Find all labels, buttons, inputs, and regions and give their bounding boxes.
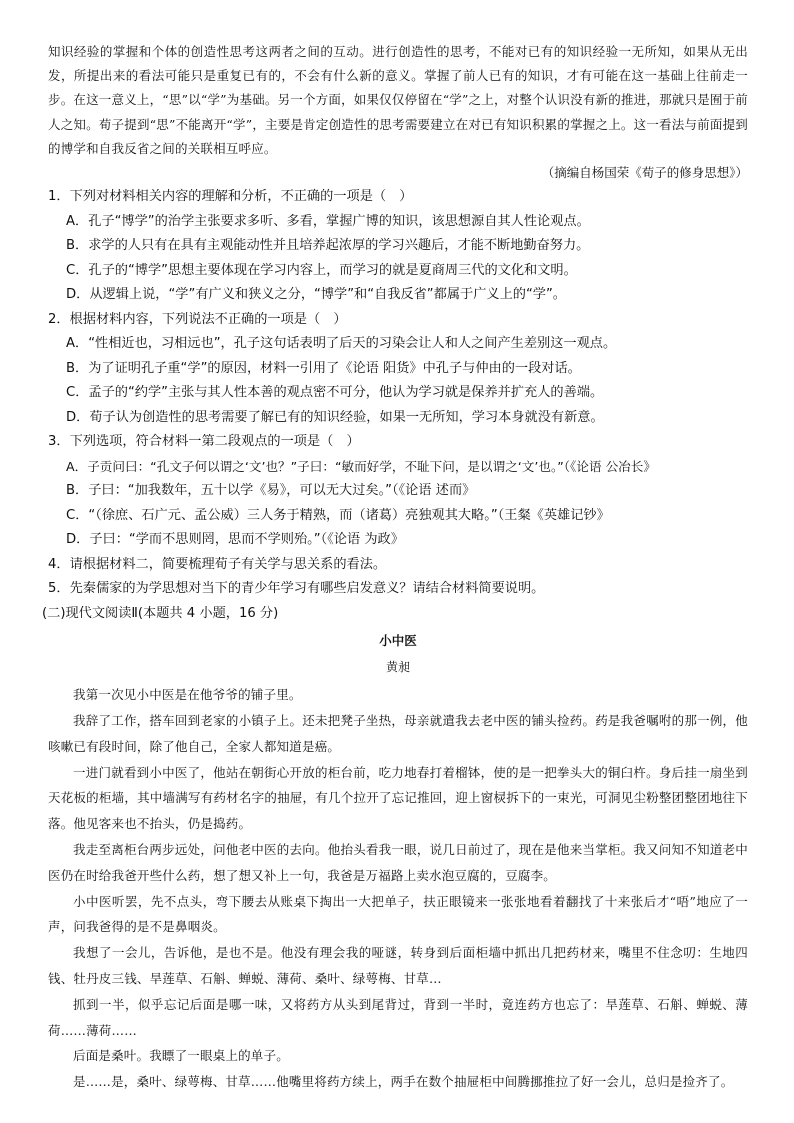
option-a: A．子贡问曰：“孔文子何以谓之‘文’也？”子曰：“敏而好学，不耻下问，是以谓之‘文’也。”（《论语 公冶长》	[66, 458, 656, 474]
question-1	[48, 185, 748, 308]
option-d: D．子曰：“学而不思则罔，思而不学则殆。”（《论语 为政》	[66, 532, 404, 548]
question-5: 5．先秦儒家的为学思想对当下的青少年学习有哪些启发意义？请结合材料简要说明。	[48, 581, 545, 597]
story-paragraph: 一进门就看到小中医了，他站在朝街心开放的柜台前，吃力地春打着榴钵，使的是一把拳头大的铜臼杵。身后挂一扇坐到天花板的柜墙，其中墙满写有药材名字的抽屉，有几个拉开了忘记推回，迎上窗棂拆下的一束光，可洞见尘粉整团整团地往下落。他见客来也不抬头，仍是捣药。	[48, 764, 748, 832]
story-paragraph: 我第一次见小中医是在他爷爷的铺子里。	[73, 687, 302, 703]
option-b: B．求学的人只有在具有主观能动性并且培养起浓厚的学习兴趣后，才能不断地勤奋努力。	[66, 238, 590, 254]
story-paragraph: 抓到一半，似乎忘记后面是哪一味，又将药方从头到尾背过，背到一半时，竟连药方也忘了：旱莲草、石斛、蝉蜕、薄荷……薄荷……	[48, 996, 748, 1038]
question-stem: 1．下列对材料相关内容的理解和分析，不正确的一项是（ ）	[48, 189, 413, 205]
question-stem: 3．下列选项，符合材料一第二段观点的一项是（ ）	[48, 434, 360, 450]
option-a: A．孔子“博学”的治学主张要求多听、多看，掌握广博的知识，该思想源自其人性论观点。	[66, 213, 590, 229]
section-header: (二)现代文阅读Ⅱ(本题共 4 小题，16 分)	[42, 605, 279, 621]
source-citation: （摘编自杨国荣《荀子的修身思想》）	[541, 165, 748, 181]
story-paragraph: 后面是桑叶。我瞟了一眼桌上的单子。	[73, 1048, 289, 1064]
option-d: D．荀子认为创造性的思考需要了解已有的知识经验，如果一无所知，学习本身就没有新意。	[66, 409, 604, 425]
option-b: B．为了证明孔子重“学”的原因，材料一引用了《论语 阳货》中孔子与仲由的一段对话。	[66, 360, 581, 376]
question-2	[48, 308, 748, 431]
option-c: C．孟子的“约学”主张与其人性本善的观点密不可分，他认为学习就是保养并扩充人的善端。	[66, 385, 604, 401]
option-d: D．从逻辑上说，“学”有广义和狭义之分，“博学”和“自我反省”都属于广义上的“学”。	[66, 287, 566, 303]
intro-paragraph: 知识经验的掌握和个体的创造性思考这两者之间的互动。进行创造性的思考，不能对已有的知识经验一无所知，如果从无出发，所提出来的看法可能只是重复已有的，不会有什么新的意义。掌握了前人已有的知识，才有可能在这一基础上往前走一步。在这一意义上，“思”以“学”为基础。另一个方面，如果仅仅停留在“学”之上，对整个认识没有新的推进，那就只是囿于前人之知。荀子提到“思”不能离开“学”，主要是肯定创造性的思考需要建立在对已有知识积累的掌握之上。这一看法与前面提到的博学和自我反省之间的关联相互呼应。	[48, 44, 748, 156]
story-author: 黄昶	[385, 660, 410, 675]
story-title: 小中医	[379, 633, 417, 649]
option-a: A．“性相近也，习相远也”，孔子这句话表明了后天的习染会让人和人之间产生差别这一观点。	[66, 336, 617, 352]
story-paragraph: 我辞了工作，搭车回到老家的小镇子上。还未把凳子坐热，母亲就遣我去老中医的铺头捡药。药是我爸嘱咐的那一例，他咳嗽已有段时间，除了他自己，全家人都知道是癌。	[48, 713, 748, 754]
option-b: B．子曰：“加我数年，五十以学《易》，可以无大过矣。”（《论语 述而》	[66, 483, 476, 499]
option-c: C．孔子的“博学”思想主要体现在学习内容上，而学习的就是夏商周三代的文化和文明。	[66, 262, 577, 278]
story-body	[48, 682, 748, 1095]
question-4: 4．请根据材料二，简要梳理荀子有关学与思关系的看法。	[48, 556, 387, 572]
story-paragraph: 我走至离柜台两步远处，问他老中医的去向。他抬头看我一眼，说几日前过了，现在是他来当掌柜。我又问知不知道老中医仍在时给我爸开些什么药，想了想又补上一句，我爸是万福路上卖水泡豆腐的，豆腐李。	[48, 842, 748, 883]
story-paragraph: 我想了一会儿，告诉他，是也不是。他没有理会我的哑谜，转身到后面柜墙中抓出几把药材来，嘴里不住念叨：生地四钱、牡丹皮三钱、旱莲草、石斛、蝉蜕、薄荷、桑叶、绿萼梅、甘草…	[48, 945, 748, 986]
question-stem: 2．根据材料内容，下列说法不正确的一项是（ ）	[48, 311, 347, 327]
story-paragraph: 是……是，桑叶、绿萼梅、甘草……他嘴里将药方续上，两手在数个抽屉柜中间腾挪推拉了好一会儿，总归是捡齐了。	[73, 1074, 734, 1090]
option-c: C．“（徐庶、石广元、孟公威）三人务于精熟，而（诸葛）亮独观其大略。”（王粲《英雄记钞》	[66, 507, 610, 523]
page	[42, 40, 748, 1095]
story-paragraph: 小中医听罢，先不点头，弯下腰去从账桌下掏出一大把单子，扶正眼镜来一张张地看着翻找了十来张后才“唔”地应了一声，问我爸得的是不是鼻咽炎。	[48, 893, 748, 935]
question-3	[48, 430, 748, 553]
